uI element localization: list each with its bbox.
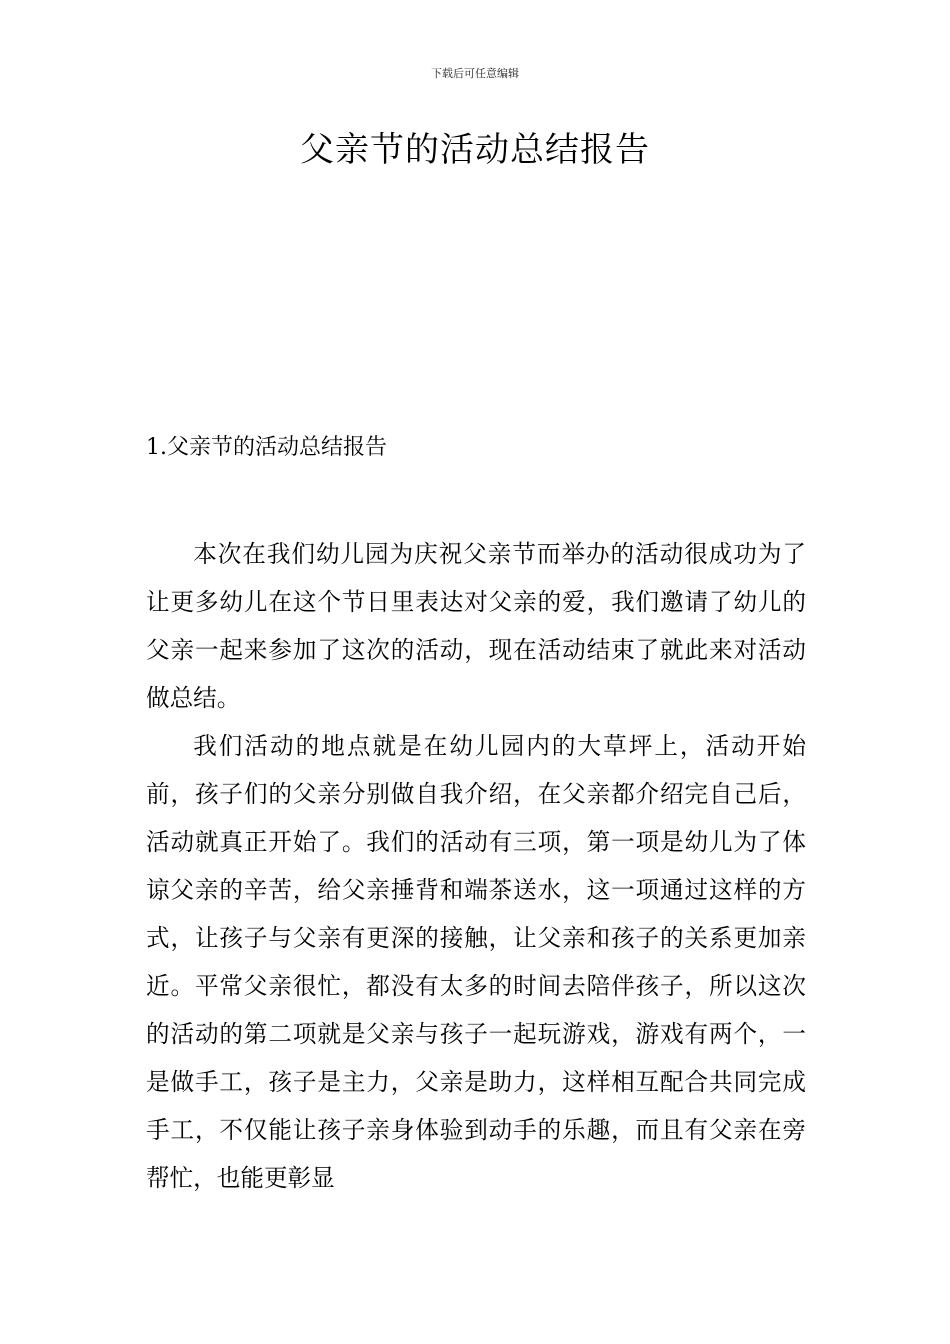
body-text — [146, 530, 806, 1202]
header-note: 下载后可任意编辑 — [431, 67, 519, 80]
paragraph-2: 我们活动的地点就是在幼儿园内的大草坪上，活动开始前，孩子们的父亲分别做自我介绍，在父亲都介绍完自己后，活动就真正开始了。我们的活动有三项，第一项是幼儿为了体谅父亲的辛苦，给父亲捶背和端茶送水，这一项通过这样的方式，让孩子与父亲有更深的接触，让父亲和孩子的关系更加亲近。平常父亲很忙，都没有太多的时间去陪伴孩子，所以这次的活动的第二项就是父亲与孩子一起玩游戏，游戏有两个，一是做手工，孩子是主力，父亲是助力，这样相互配合共同完成手工，不仅能让孩子亲身体验到动手的乐趣，而且有父亲在旁帮忙，也能更彰显 — [146, 732, 806, 1192]
paragraph-1: 本次在我们幼儿园为庆祝父亲节而举办的活动很成功为了让更多幼儿在这个节日里表达对父亲的爱，我们邀请了幼儿的父亲一起来参加了这次的活动，现在活动结束了就此来对活动做总结。 — [146, 540, 806, 712]
document-title: 父亲节的活动总结报告 — [300, 130, 650, 170]
section-heading: 1.父亲节的活动总结报告 — [146, 435, 387, 460]
